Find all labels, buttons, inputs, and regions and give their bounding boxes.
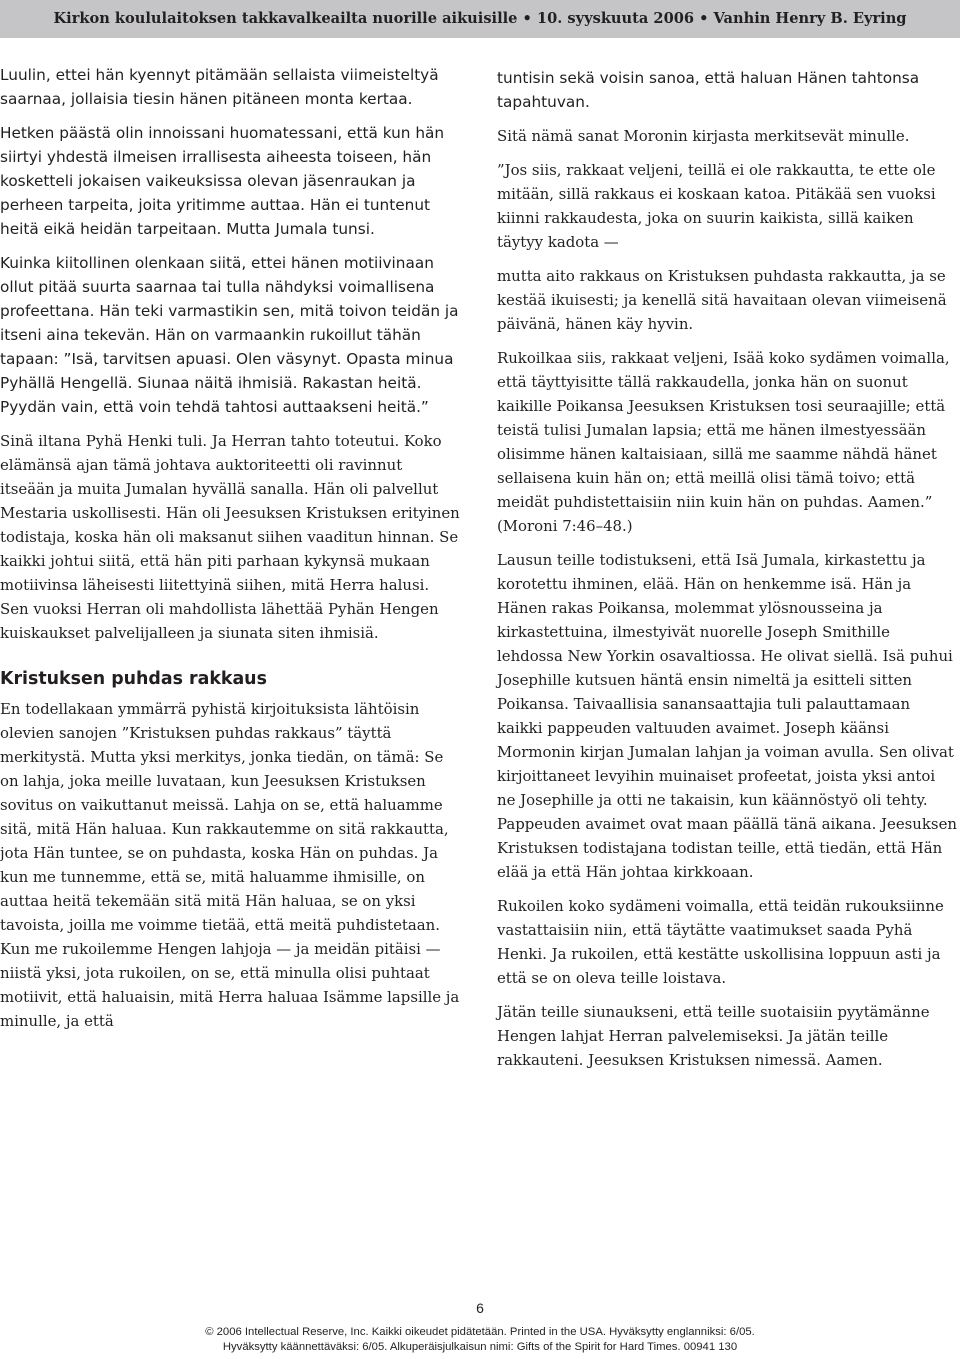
running-header: Kirkon koululaitoksen takkavalkeailta nuorille aikuisille • 10. syyskuuta 2006 • Vanhin Henry B. Eyring <box>0 0 960 38</box>
page-number: 6 <box>476 1300 484 1316</box>
paragraph: Kuinka kiitollinen olenkaan siitä, ettei hänen motiivinaan ollut pitää suurta saarnaa tai tulla nähdyksi voimallisena profeettana. Hän teki varmastikin sen, mitä toivon teidän ja itseni aina tekevän. Hän on varmaankin rukoillut tähän tapaan: ”Isä, tarvitsen apuasi. Olen väsynyt. Opasta minua Pyhällä Hengellä. Siunaa näitä ihmisiä. Rakastan heitä. Pyydän vain, että voin tehdä tahtosi auttaakseni heitä.” <box>0 254 459 416</box>
footer-line: Hyväksytty käännettäväksi: 6/05. Alkuperäisjulkaisun nimi: Gifts of the Spirit for Hard Times. 00941 130 <box>222 1341 738 1353</box>
footer <box>0 1325 960 1355</box>
paragraph: Hetken päästä olin innoissani huomatessani, että kun hän siirtyi yhdestä ilmeisen irrallisesta aiheesta toiseen, hän kosketteli jokaisen vaikeuksissa olevan jäsenraukan ja perheen tarpeita, joita yritimme auttaa. Hän ei tuntenut heitä eikä heidän tarpeitaan. Mutta Jumala tunsi. <box>0 124 445 238</box>
paragraph: Sinä iltana Pyhä Henki tuli. Ja Herran tahto toteutui. Koko elämänsä ajan tämä johtava auktoriteetti oli ravinnut itseään ja muita Jumalan hyvällä sanalla. Hän oli palvellut Mestaria uskollisesti. Hän oli Jeesuksen Kristuksen erityinen todistaja, koska hän oli maksanut siihen vaaditun hinnan. Se kaikki johtui siitä, että hän piti parhaan kykynsä mukaan motiivinsa läheisesti liitettyinä siihen, mitä Herra halusi. Sen vuoksi Herran oli mahdollista lähettää Pyhän Hengen kuiskaukset palvelijalleen ja siunata siten ihmisiä. <box>0 432 460 642</box>
paragraph: Lausun teille todistukseni, että Isä Jumala, kirkastettu ja korotettu ihminen, elää. Hän on henkemme isä. Hän ja Hänen rakas Poikansa, molemmat ylösnousseina ja kirkastettuina, ilmestyivät nuorelle Joseph Smithille lehdossa New Yorkin osavaltiossa. He olivat siellä. Isä puhui Josephille kutsuen häntä ensin nimeltä ja esitteli sitten Poikansa. Taivaallisia sanansaattajia tuli palauttamaan kaikki pappeuden valtuuden avaimet. Joseph käänsi Mormonin kirjan Jumalan lahjan ja voiman avulla. Sen olivat kirjoittaneet levyihin muinaiset profeetat, joista yksi antoi ne Josephille ja otti ne takaisin, kun käännöstyö oli tehty. Pappeuden avaimet ovat maan päällä tänä aikana. Jeesuksen Kristuksen todistajana todistan teille, että tiedän, että Hän elää ja että Hän johtaa kirkkoaan. <box>497 551 957 881</box>
quote-paragraph: mutta aito rakkaus on Kristuksen puhdasta rakkautta, ja se kestää ikuisesti; ja kenellä sitä havaitaan olevan viimeisenä päivänä, hänen käy hyvin. <box>497 267 947 333</box>
right-column <box>497 66 957 1082</box>
quote-paragraph: ”Jos siis, rakkaat veljeni, teillä ei ole rakkautta, te ette ole mitään, sillä rakkaus ei koskaan katoa. Pitäkää sen vuoksi kiinni rakkaudesta, joka on suurin kaikista, sillä kaiken täytyy kadota — <box>497 161 936 251</box>
section-heading: Kristuksen puhdas rakkaus <box>0 669 267 689</box>
paragraph: Luulin, ettei hän kyennyt pitämään sellaista viimeisteltyä saarnaa, jollaisia tiesin hänen pitäneen monta kertaa. <box>0 66 439 108</box>
paragraph: tuntisin sekä voisin sanoa, että haluan Hänen tahtonsa tapahtuvan. <box>497 69 920 111</box>
footer-line: © 2006 Intellectual Reserve, Inc. Kaikki oikeudet pidätetään. Printed in the USA. Hyväksytty englanniksi: 6/05. <box>205 1326 755 1338</box>
paragraph: En todellakaan ymmärrä pyhistä kirjoituksista lähtöisin olevien sanojen ”Kristuksen puhdas rakkaus” täyttä merkitystä. Mutta yksi merkitys, jonka tiedän, on tämä: Se on lahja, joka meille luvataan, kun Jeesuksen Kristuksen sovitus on vaikuttanut meissä. Lahja on se, että haluamme sitä, mitä Hän haluaa. Kun rakkautemme on sitä rakkautta, jota Hän tuntee, se on puhdasta, koska Hän on puhdas. Ja kun me tunnemme, että se, mitä haluamme ihmisille, on auttaa heitä tekemään sitä mitä Hän haluaa, se on yksi tavoista, joilla me voimme tietää, että meitä puhdistetaan. Kun me rukoilemme Hengen lahjoja — ja meidän pitäisi — niistä yksi, jota rukoilen, on se, että minulla olisi puhtaat motiivit, että haluaisin, mitä Herra haluaa Isämme lapsille ja minulle, ja että <box>0 700 460 1030</box>
quote-paragraph: Rukoilkaa siis, rakkaat veljeni, Isää koko sydämen voimalla, että täyttyisitte tällä rakkaudella, jonka hän on suonut kaikille Poikansa Jeesuksen Kristuksen tosi seuraajille; että teistä tulisi Jumalan lapsia; että me hänen ilmestyessään olisimme hänen kaltaisiaan, sillä me saamme nähdä hänet sellaisena kuin hän on; että meillä olisi tämä toivo; että meidät puhdistettaisiin niin kuin hän on puhdas. Aamen.” (Moroni 7:46–48.) <box>497 349 950 535</box>
left-column <box>0 63 460 1043</box>
paragraph: Rukoilen koko sydämeni voimalla, että teidän rukouksiinne vastattaisiin niin, että täytätte vaatimukset saada Pyhä Henki. Ja rukoilen, että kestätte uskollisina loppuun asti ja että se on oleva teille loistava. <box>497 897 944 987</box>
paragraph: Jätän teille siunaukseni, että teille suotaisiin pyytämänne Hengen lahjat Herran palvelemiseksi. Ja jätän teille rakkauteni. Jeesuksen Kristuksen nimessä. Aamen. <box>497 1003 930 1069</box>
paragraph: Sitä nämä sanat Moronin kirjasta merkitsevät minulle. <box>497 127 910 145</box>
